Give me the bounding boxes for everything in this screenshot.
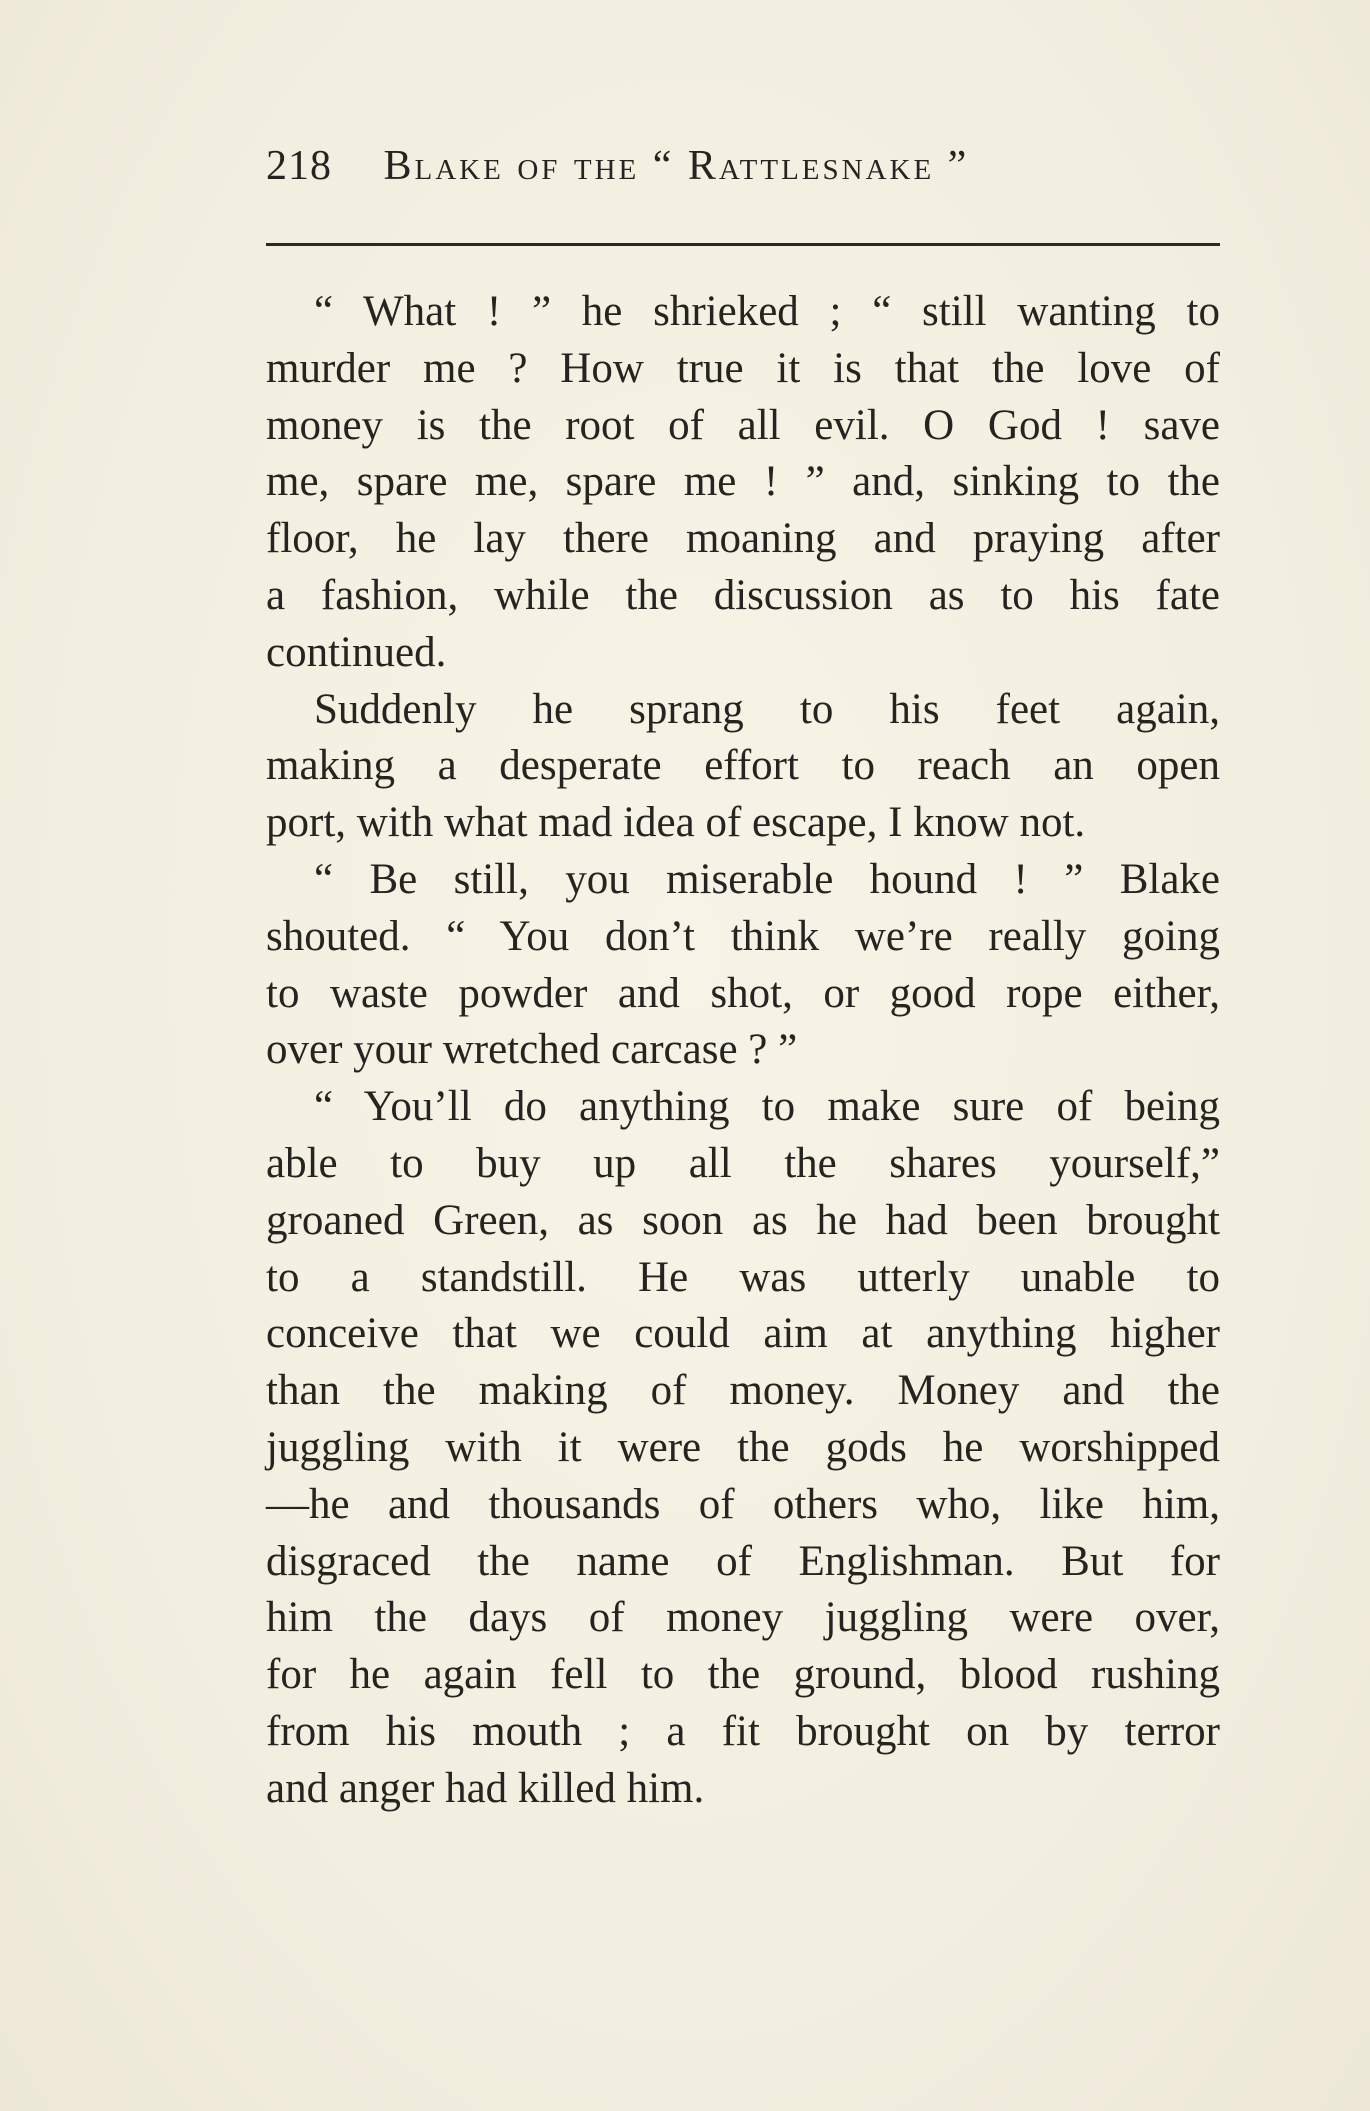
text-line: me, spare me, spare me ! ” and, sinking to the (266, 458, 1220, 506)
page-number: 218 (266, 143, 332, 189)
text-line: disgraced the name of Englishman. But for (266, 1537, 1220, 1585)
text-line: him the days of money juggling were over, (266, 1594, 1220, 1642)
text-line: and anger had killed him. (266, 1764, 705, 1812)
text-line: juggling with it were the gods he worshipped (266, 1423, 1220, 1471)
text-line: floor, he lay there moaning and praying after (266, 515, 1220, 563)
text-line: to waste powder and shot, or good rope either, (266, 969, 1220, 1017)
text-line: groaned Green, as soon as he had been brought (266, 1196, 1220, 1244)
text-line: a fashion, while the discussion as to his fate (266, 571, 1220, 619)
text-line: “ Be still, you miserable hound ! ” Blake (314, 855, 1220, 903)
text-line: able to buy up all the shares yourself,” (266, 1139, 1220, 1187)
text-line: than the making of money. Money and the (266, 1367, 1220, 1415)
body-text (266, 284, 1220, 1818)
running-title: Blake of the “ Rattlesnake ” (383, 143, 970, 189)
text-line: shouted. “ You don’t think we’re really going (266, 912, 1220, 960)
running-head (266, 142, 1226, 202)
text-line: conceive that we could aim at anything higher (266, 1310, 1220, 1358)
text-line: Suddenly he sprang to his feet again, (314, 685, 1220, 733)
text-line: “ You’ll do anything to make sure of being (314, 1083, 1220, 1131)
text-line: port, with what mad idea of escape, I know not. (266, 799, 1086, 847)
text-line: over your wretched carcase ? ” (266, 1026, 798, 1074)
text-line: murder me ? How true it is that the love of (266, 344, 1220, 392)
text-line: “ What ! ” he shrieked ; “ still wanting to (314, 288, 1220, 335)
text-line: for he again fell to the ground, blood rushing (266, 1651, 1220, 1699)
text-line: making a desperate effort to reach an open (266, 742, 1220, 790)
text-line: money is the root of all evil. O God ! save (266, 401, 1220, 449)
header-rule (266, 243, 1220, 246)
text-line: continued. (266, 628, 447, 676)
text-line: to a standstill. He was utterly unable to (266, 1253, 1220, 1301)
text-line: from his mouth ; a fit brought on by terror (266, 1707, 1220, 1755)
text-line: —he and thousands of others who, like him, (266, 1480, 1220, 1528)
